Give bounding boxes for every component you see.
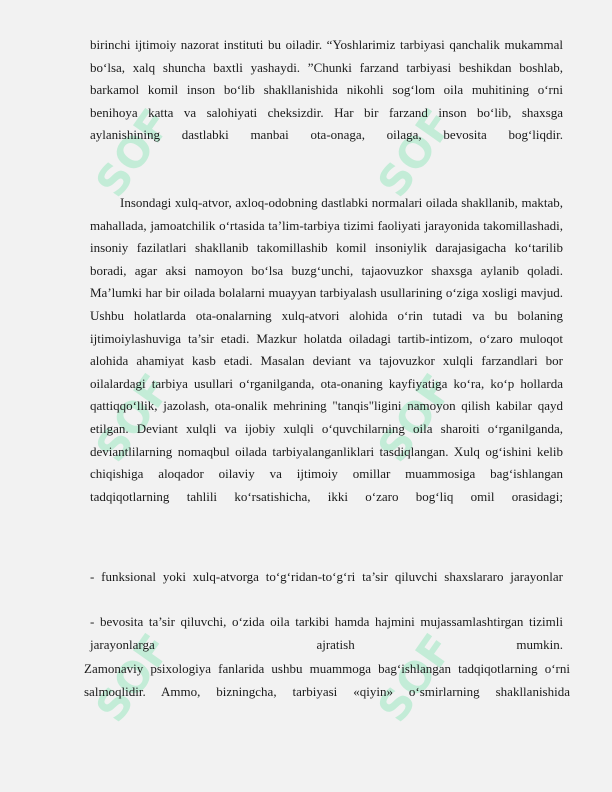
list-item-1: - funksional yoki xulq-atvorga to‘g‘ridan-to‘g‘ri ta’sir qiluvchi shaxslararo jarayonlar xyxy=(90,569,563,584)
svg-text:SOF: SOF xyxy=(368,100,463,206)
svg-text:SOF: SOF xyxy=(86,365,181,471)
svg-text:SOF: SOF xyxy=(86,100,181,206)
paragraph-2: Insondagi xulq-atvor, axloq-odobning dastlabki normalari oilada shakllanib, maktab, mahallada, jamoatchilik o‘rtasida ta’lim-tarbiya tizimi faoliyati jarayonida takomillashadi, insoniy fazilatlari shakllanib takomillashib komil insoniylik darajasigacha ko‘tarilib boradi, agar aksi namoyon bo‘lsa buzg‘unchi, tajaovuzkor shaxsga aylanib qoladi. Ma’lumki har bir oilada bolalarni muayyan tarbiyalash usullarining o‘ziga xosligi mavjud. Ushbu holatlarda ota-onalarning xulq-atvori alohida o‘rin tutadi va bu bolaning ijtimoiylashuviga ta’sir etadi. Mazkur holatda oiladagi tartib-intizom, o‘zaro muloqot alohida ahamiyat kasb etadi. Masalan deviant va tajovuzkor xulqli farzandlari bor oilalardagi tarbiya usullari o‘rganilganda, ota-onaning kayfiyatiga ko‘ra, ko‘p hollarda qattiqqo‘llik, jazolash, ota-onalik mehrining "tanqis"ligini namoyon qilish kabilar qayd etilgan. Deviant xulqli va ijobiy xulqli o‘quvchilarning oila sharoiti o‘rganilganda, deviantlilarning nomaqbul oilada tarbiyalanganliklari tasdiqlangan. Xulq og‘ishini kelib chiqishiga aloqador oilaviy va ijtimoiy omillar muammosiga bag‘ishlangan tadqiqotlarning tahlili ko‘rsatishicha, ikki o‘zaro bog‘liq omil orasidagi; xyxy=(90,195,563,504)
paragraph-3: Zamonaviy psixologiya fanlarida ushbu muammoga bag‘ishlangan tadqiqotlarning o‘rni salmoqlidir. Ammo, bizningcha, tarbiyasi «qiyin» o‘smirlarning shakllanishida xyxy=(84,661,570,699)
paragraph-1: birinchi ijtimoiy nazorat instituti bu oiladir. “Yoshlarimiz tarbiyasi qanchalik mukammal bo‘lsa, xalq shuncha baxtli yashaydi. ”Chunki farzand tarbiyasi beshikdan boshlab, barkamol komil inson bo‘lib shakllanishida nikohli sog‘lom oila muhitining o‘rni benihoya katta va salohiyati cheksizdir. Har bir farzand inson bo‘lib, shaxsga aylanishining dastlabki manbai ota-onaga, oilaga, bevosita bog‘liqdir. xyxy=(90,37,563,143)
svg-text:SOF: SOF xyxy=(368,625,463,731)
list-item-2: - bevosita ta’sir qiluvchi, o‘zida oila tarkibi hamda hajmini mujassamlashtirgan tizimli jarayonlarga ajratish mumkin. xyxy=(90,614,563,652)
svg-text:SOF: SOF xyxy=(86,625,181,731)
svg-text:SOF: SOF xyxy=(368,365,463,471)
